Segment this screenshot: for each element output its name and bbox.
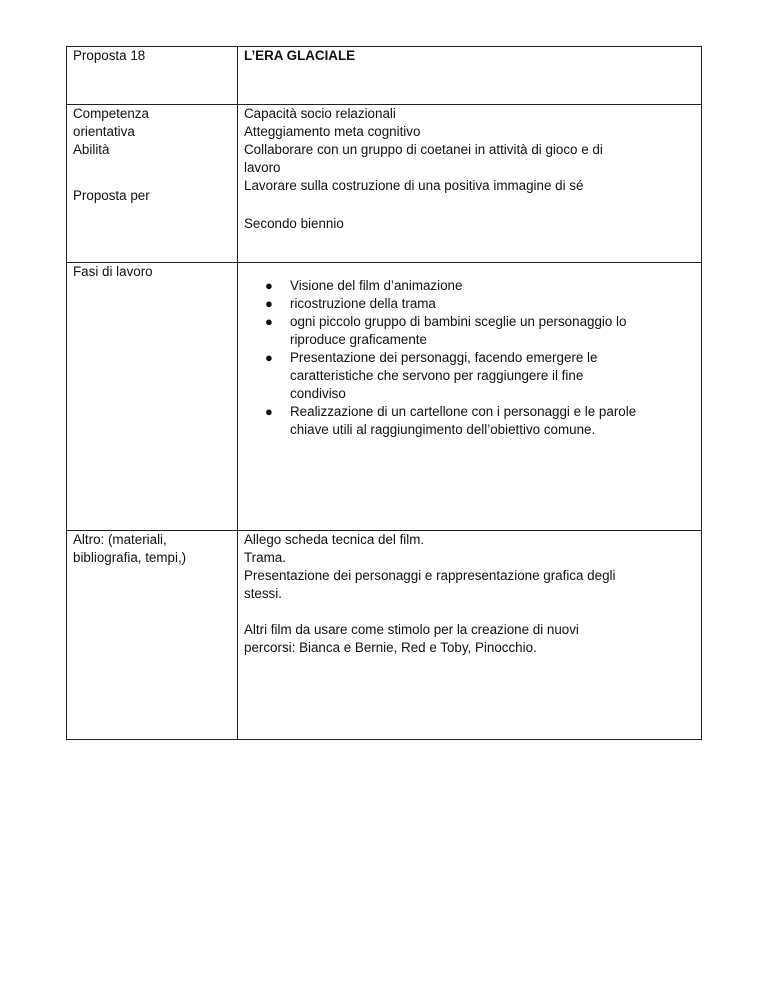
value-atteggiamento: Atteggiamento meta cognitivo bbox=[244, 124, 421, 139]
value-collaborare-2: lavoro bbox=[244, 160, 281, 175]
label-orientativa: orientativa bbox=[73, 124, 135, 139]
value-trama: Trama. bbox=[244, 550, 286, 565]
label-altro-2: bibliografia, tempi,) bbox=[73, 550, 187, 565]
bullet-dot-icon: ● bbox=[265, 404, 273, 419]
value-altri-film-2: percorsi: Bianca e Bernie, Red e Toby, Pinocchio. bbox=[244, 640, 537, 655]
list-item bbox=[265, 349, 695, 403]
value-collaborare-1: Collaborare con un gruppo di coetanei in attività di gioco e di bbox=[244, 142, 603, 157]
value-capacita: Capacità socio relazionali bbox=[244, 106, 396, 121]
bullet-dot-icon: ● bbox=[265, 278, 273, 293]
competenza-row bbox=[67, 105, 702, 263]
fasi-label-cell bbox=[67, 263, 238, 531]
proposal-number: Proposta 18 bbox=[73, 48, 146, 63]
altro-label-cell bbox=[67, 531, 238, 740]
fasi-item-1-line-1: Visione del film d’animazione bbox=[290, 278, 463, 293]
competenza-label-cell bbox=[67, 105, 238, 263]
list-item bbox=[265, 403, 695, 439]
label-proposta-per: Proposta per bbox=[73, 188, 150, 203]
fasi-item-5-line-1: Realizzazione di un cartellone con i personaggi e le parole bbox=[290, 404, 637, 419]
fasi-list bbox=[244, 277, 695, 439]
list-item bbox=[265, 313, 695, 349]
value-presentazione-1: Presentazione dei personaggi e rappresentazione grafica degli bbox=[244, 568, 616, 583]
fasi-item-5-line-2: chiave utili al raggiungimento dell’obiettivo comune. bbox=[290, 422, 596, 437]
fasi-item-4-line-2: caratteristiche che servono per raggiungere il fine bbox=[290, 368, 584, 383]
value-altri-film-1: Altri film da usare come stimolo per la creazione di nuovi bbox=[244, 622, 579, 637]
fasi-item-3-line-2: riproduce graficamente bbox=[290, 332, 427, 347]
fasi-item-3-line-1: ogni piccolo gruppo di bambini sceglie un personaggio lo bbox=[290, 314, 627, 329]
altro-row bbox=[67, 531, 702, 740]
value-presentazione-2: stessi. bbox=[244, 586, 282, 601]
proposal-number-cell bbox=[67, 47, 238, 105]
list-item bbox=[265, 277, 695, 295]
label-abilita: Abilità bbox=[73, 142, 110, 157]
fasi-item-2-line-1: ricostruzione della trama bbox=[290, 296, 436, 311]
label-fasi-di-lavoro: Fasi di lavoro bbox=[73, 264, 153, 279]
proposal-title-cell bbox=[238, 47, 702, 105]
value-secondo-biennio: Secondo biennio bbox=[244, 216, 344, 231]
fasi-value-cell bbox=[238, 263, 702, 531]
value-lavorare: Lavorare sulla costruzione di una positiva immagine di sé bbox=[244, 178, 584, 193]
fasi-item-4-line-3: condiviso bbox=[290, 386, 346, 401]
proposal-table bbox=[66, 46, 702, 740]
value-allego: Allego scheda tecnica del film. bbox=[244, 532, 425, 547]
fasi-row bbox=[67, 263, 702, 531]
bullet-dot-icon: ● bbox=[265, 296, 273, 311]
bullet-dot-icon: ● bbox=[265, 350, 273, 365]
title-row bbox=[67, 47, 702, 105]
altro-value-cell bbox=[238, 531, 702, 740]
bullet-dot-icon: ● bbox=[265, 314, 273, 329]
label-altro-1: Altro: (materiali, bbox=[73, 532, 167, 547]
competenza-value-cell bbox=[238, 105, 702, 263]
label-competenza: Competenza bbox=[73, 106, 149, 121]
fasi-item-4-line-1: Presentazione dei personaggi, facendo emergere le bbox=[290, 350, 598, 365]
list-item bbox=[265, 295, 695, 313]
proposal-title: L’ERA GLACIALE bbox=[244, 48, 356, 63]
